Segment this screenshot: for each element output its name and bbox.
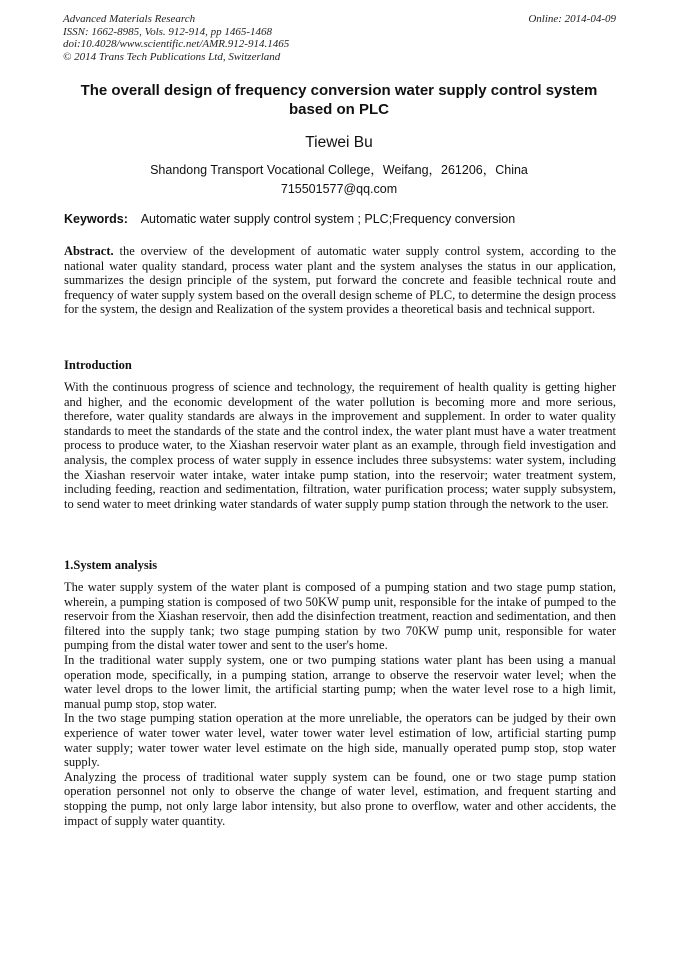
keywords-label: Keywords:	[64, 212, 128, 226]
keywords	[64, 212, 616, 226]
abstract-label: Abstract.	[64, 244, 114, 258]
paper-title: The overall design of frequency conversion water supply control system based on PLC	[80, 82, 598, 118]
abstract-text: the overview of the development of automatic water supply control system, according to the national water quality standard, process water plant and the system analyses the status in our application, summarizes the design principle of the system, put forward the concrete and feasible technical route and frequency of water supply system based on the overall design scheme of PLC, to determine the design process for the system, the design and Realization of the system provides a theoretical basis and technical support.	[64, 244, 616, 317]
system-analysis-paragraph: In the traditional water supply system, one or two pumping stations water plant has been using a manual operation mode, specifically, in a pumping station, arrange to observe the reservoir water level; when the water level drops to the lower limit, the artificial starting pump; when the water level rose to a high limit, manual pump stop, stop water.	[64, 652, 616, 711]
system-analysis-paragraph: Analyzing the process of traditional water supply system can be found, one or two stage pump station operation personnel not only to observe the change of water level, estimation, and frequent starting and stopping the pump, not only large labor intensity, but also prone to overflow, water and other accidents, the impact of supply water quantity.	[64, 769, 616, 828]
issn-line: ISSN: 1662-8985, Vols. 912-914, pp 1465-1468	[63, 25, 272, 38]
author-email: 715501577@qq.com	[280, 182, 398, 196]
abstract	[64, 244, 616, 317]
copyright-line: © 2014 Trans Tech Publications Ltd, Switzerland	[63, 50, 281, 63]
system-analysis-heading: 1.System analysis	[64, 558, 158, 572]
journal-header	[63, 13, 616, 63]
system-analysis-paragraph: The water supply system of the water plant is composed of a pumping station and two stage pump station, wherein, a pumping station is composed of two 50KW pump unit, responsible for the intake of pumped to the reservoir from the Xiashan reservoir, then add the disinfection treatment, reaction and sedimentation, and then filtered into the supply tank; two stage pumping station by two 70KW pump unit, responsible for water pumping from the distal water tower and sent to the user's home.	[64, 580, 616, 653]
introduction-heading: Introduction	[64, 358, 132, 372]
journal-name: Advanced Materials Research	[63, 13, 196, 25]
doi-line: doi:10.4028/www.scientific.net/AMR.912-914.1465	[63, 38, 290, 50]
author-name: Tiewei Bu	[305, 134, 373, 151]
keywords-text: Automatic water supply control system ; PLC;Frequency conversion	[140, 212, 516, 226]
introduction-paragraph: With the continuous progress of science and technology, the requirement of health quality is getting higher and higher, and the economic development of the water pollution is becoming more and more serious, therefore, water quality standards are always in the improvement and supplement. In order to water quality standards to meet the standards of the state and the control index, the water plant must have a water treatment process to produce water, to the Xiashan reservoir water plant as an example, through field investigation and analysis, the complex process of water supply in essence includes three subsystems: water system, including the Xiashan reservoir water intake, water intake pump station, into the reservoir; water treatment system, including feeding, reaction and sedimentation, filtration, water purification process; water supply subsystem, to send water to meet drinking water standards of water supply pump station through the network to the user.	[64, 380, 616, 511]
online-date: Online: 2014-04-09	[528, 13, 616, 25]
introduction-body	[64, 380, 616, 511]
system-analysis-paragraph: In the two stage pumping station operation at the more unreliable, the operators can be judged by their own experience of water tower water level, water tower water level estimation of low, artificial starting pump water supply; water tower water level estimate on the high side, manually operated pump stop, stop water supply.	[64, 711, 616, 770]
system-analysis-body	[64, 580, 616, 828]
author-affiliation: Shandong Transport Vocational College，Weifang，261206，China	[150, 163, 528, 177]
